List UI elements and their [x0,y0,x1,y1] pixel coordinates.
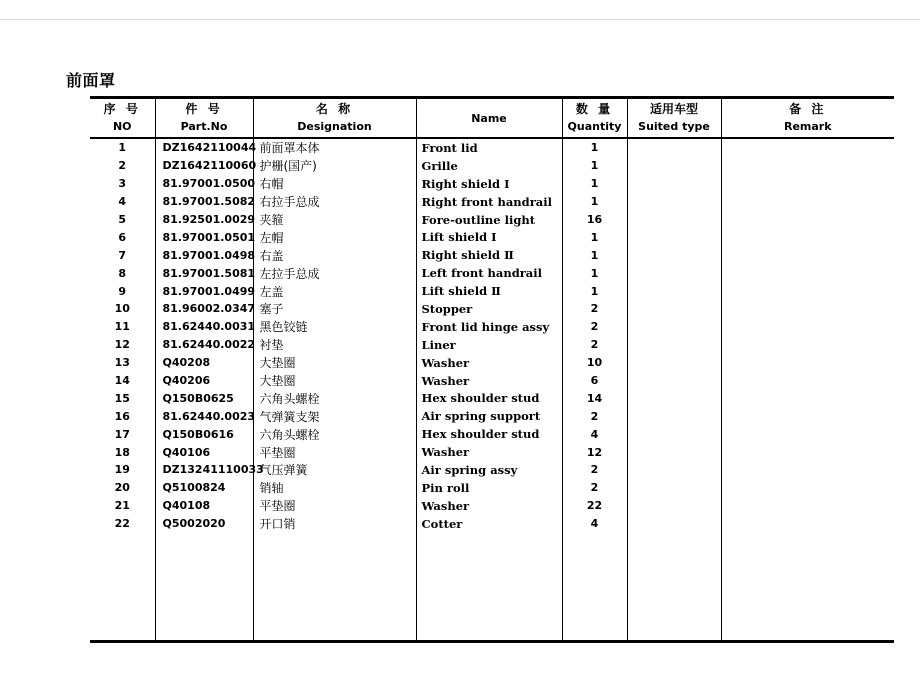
designation-cell: 前面罩本体 [253,138,416,157]
name-cell: Liner [416,336,562,354]
part-no-cell: Q150B0625 [155,389,253,407]
designation-cell: 塞子 [253,300,416,318]
suited-type-cell [627,264,721,282]
remark-cell [721,479,894,497]
table-body [90,138,894,641]
remark-cell [721,461,894,479]
suited-type-cell [627,372,721,390]
quantity-cell: 1 [562,282,627,300]
row-no-cell: 11 [90,318,155,336]
remark-cell [721,407,894,425]
row-no-cell: 14 [90,372,155,390]
table-row [90,264,894,282]
quantity-cell: 22 [562,497,627,515]
table-row [90,138,894,157]
part-no-cell: 81.96002.0347 [155,300,253,318]
suited-type-cell [627,228,721,246]
suited-type-cell [627,175,721,193]
quantity-cell: 2 [562,461,627,479]
remark-cell [721,193,894,211]
designation-cell: 大垫圈 [253,372,416,390]
designation-cell: 护栅(国产) [253,157,416,175]
row-no-cell: 8 [90,264,155,282]
parts-table [90,96,894,643]
suited-type-cell [627,497,721,515]
top-divider [0,19,920,20]
quantity-cell: 1 [562,175,627,193]
name-cell: Right shield Ⅱ [416,246,562,264]
suited-type-cell [627,515,721,533]
name-cell: Washer [416,354,562,372]
quantity-cell: 1 [562,157,627,175]
table-row [90,193,894,211]
row-no-cell: 16 [90,407,155,425]
quantity-cell: 12 [562,443,627,461]
name-cell: Right shield Ⅰ [416,175,562,193]
name-cell: Washer [416,497,562,515]
designation-cell: 大垫圈 [253,354,416,372]
empty-cell [562,533,627,642]
name-cell: Grille [416,157,562,175]
remark-cell [721,425,894,443]
designation-cell: 黑色铰链 [253,318,416,336]
table-row [90,425,894,443]
header-designation-cn: 名 称 [315,102,354,116]
suited-type-cell [627,389,721,407]
quantity-cell: 4 [562,425,627,443]
name-cell: Stopper [416,300,562,318]
designation-cell: 平垫圈 [253,497,416,515]
row-no-cell: 13 [90,354,155,372]
row-no-cell: 5 [90,211,155,229]
quantity-cell: 2 [562,336,627,354]
quantity-cell: 1 [562,228,627,246]
empty-cell [627,533,721,642]
table-row [90,443,894,461]
table-row [90,372,894,390]
empty-cell [721,533,894,642]
remark-cell [721,300,894,318]
part-no-cell: 81.97001.0501 [155,228,253,246]
part-no-cell: 81.62440.0022 [155,336,253,354]
part-no-cell: 81.97001.0499 [155,282,253,300]
part-no-cell: 81.97001.0498 [155,246,253,264]
header-quantity-cn: 数 量 [575,102,614,116]
part-no-cell: 81.62440.0031 [155,318,253,336]
remark-cell [721,228,894,246]
quantity-cell: 1 [562,193,627,211]
name-cell: Fore-outline light [416,211,562,229]
name-cell: Cotter [416,515,562,533]
remark-cell [721,372,894,390]
quantity-cell: 4 [562,515,627,533]
suited-type-cell [627,479,721,497]
suited-type-cell [627,282,721,300]
quantity-cell: 14 [562,389,627,407]
remark-cell [721,389,894,407]
designation-cell: 右拉手总成 [253,193,416,211]
row-no-cell: 3 [90,175,155,193]
quantity-cell: 6 [562,372,627,390]
table-row [90,515,894,533]
quantity-cell: 1 [562,246,627,264]
remark-cell [721,175,894,193]
name-cell: Hex shoulder stud [416,425,562,443]
header-remark-cn: 备 注 [789,102,827,116]
row-no-cell: 10 [90,300,155,318]
row-no-cell: 4 [90,193,155,211]
designation-cell: 左拉手总成 [253,264,416,282]
row-no-cell: 20 [90,479,155,497]
header-suited-type-cn: 适用车型 [649,102,698,116]
empty-cell [90,533,155,642]
header-name-en: Name [471,111,507,125]
designation-cell: 右盖 [253,246,416,264]
part-no-cell: Q5002020 [155,515,253,533]
suited-type-cell [627,211,721,229]
header-remark [721,98,894,139]
suited-type-cell [627,407,721,425]
name-cell: Front lid hinge assy [416,318,562,336]
name-cell: Lift shield Ⅰ [416,228,562,246]
remark-cell [721,157,894,175]
suited-type-cell [627,246,721,264]
part-no-cell: Q40106 [155,443,253,461]
empty-cell [253,533,416,642]
row-no-cell: 12 [90,336,155,354]
part-no-cell: 81.92501.0029 [155,211,253,229]
designation-cell: 夹箍 [253,211,416,229]
part-no-cell: 81.97001.5082 [155,193,253,211]
part-no-cell: 81.62440.0023 [155,407,253,425]
empty-cell [416,533,562,642]
remark-cell [721,246,894,264]
remark-cell [721,282,894,300]
suited-type-cell [627,336,721,354]
page-title: 前面罩 [66,71,116,90]
table-row [90,389,894,407]
header-suited-type-en: Suited type [638,120,710,133]
table-row [90,228,894,246]
name-cell: Hex shoulder stud [416,389,562,407]
remark-cell [721,497,894,515]
table-row [90,479,894,497]
header-remark-en: Remark [783,120,832,133]
table-row [90,300,894,318]
part-no-cell: DZ1642110060 [155,157,253,175]
designation-cell: 左帽 [253,228,416,246]
table-row [90,354,894,372]
designation-cell: 六角头螺栓 [253,425,416,443]
table-row [90,461,894,479]
part-no-cell: Q5100824 [155,479,253,497]
suited-type-cell [627,157,721,175]
quantity-cell: 10 [562,354,627,372]
quantity-cell: 1 [562,264,627,282]
quantity-cell: 1 [562,138,627,157]
row-no-cell: 19 [90,461,155,479]
table-row [90,318,894,336]
part-no-cell: Q40206 [155,372,253,390]
table-row [90,336,894,354]
part-no-cell: 81.97001.5081 [155,264,253,282]
header-part-no-en: Part.No [180,120,228,133]
designation-cell: 平垫圈 [253,443,416,461]
part-no-cell: Q40208 [155,354,253,372]
suited-type-cell [627,461,721,479]
empty-cell [155,533,253,642]
row-no-cell: 22 [90,515,155,533]
header-designation-en: Designation [297,120,372,133]
quantity-cell: 2 [562,318,627,336]
suited-type-cell [627,318,721,336]
designation-cell: 右帽 [253,175,416,193]
quantity-cell: 2 [562,479,627,497]
header-part-no [155,98,253,139]
quantity-cell: 16 [562,211,627,229]
name-cell: Washer [416,443,562,461]
header-no [90,98,155,139]
part-no-cell: DZ1642110044 [155,138,253,157]
designation-cell: 衬垫 [253,336,416,354]
row-no-cell: 18 [90,443,155,461]
table-empty-space [90,533,894,642]
table-row [90,175,894,193]
row-no-cell: 21 [90,497,155,515]
row-no-cell: 2 [90,157,155,175]
table-row [90,497,894,515]
row-no-cell: 15 [90,389,155,407]
designation-cell: 六角头螺栓 [253,389,416,407]
row-no-cell: 6 [90,228,155,246]
part-no-cell: Q150B0616 [155,425,253,443]
name-cell: Washer [416,372,562,390]
remark-cell [721,318,894,336]
name-cell: Front lid [416,138,562,157]
quantity-cell: 2 [562,407,627,425]
part-no-cell: Q40108 [155,497,253,515]
suited-type-cell [627,300,721,318]
designation-cell: 气弹簧支架 [253,407,416,425]
table-row [90,407,894,425]
suited-type-cell [627,138,721,157]
header-quantity-en: Quantity [567,120,622,133]
designation-cell: 销轴 [253,479,416,497]
header-part-no-cn: 件 号 [185,102,223,116]
row-no-cell: 9 [90,282,155,300]
remark-cell [721,138,894,157]
remark-cell [721,211,894,229]
suited-type-cell [627,193,721,211]
remark-cell [721,354,894,372]
name-cell: Left front handrail [416,264,562,282]
remark-cell [721,443,894,461]
designation-cell: 开口销 [253,515,416,533]
table-row [90,211,894,229]
header-quantity [562,98,627,139]
suited-type-cell [627,425,721,443]
table-header [90,98,894,139]
table-row [90,246,894,264]
table-row [90,282,894,300]
suited-type-cell [627,354,721,372]
header-name [416,98,562,139]
row-no-cell: 7 [90,246,155,264]
name-cell: Air spring assy [416,461,562,479]
header-no-cn: 序 号 [103,102,141,116]
suited-type-cell [627,443,721,461]
header-designation [253,98,416,139]
name-cell: Lift shield Ⅱ [416,282,562,300]
header-no-en: NO [112,120,132,133]
name-cell: Pin roll [416,479,562,497]
designation-cell: 左盖 [253,282,416,300]
name-cell: Right front handrail [416,193,562,211]
remark-cell [721,515,894,533]
part-no-cell: DZ13241110033 [155,461,253,479]
part-no-cell: 81.97001.0500 [155,175,253,193]
designation-cell: 气压弹簧 [253,461,416,479]
name-cell: Air spring support [416,407,562,425]
row-no-cell: 1 [90,138,155,157]
table-row [90,157,894,175]
remark-cell [721,264,894,282]
row-no-cell: 17 [90,425,155,443]
header-suited-type [627,98,721,139]
remark-cell [721,336,894,354]
quantity-cell: 2 [562,300,627,318]
